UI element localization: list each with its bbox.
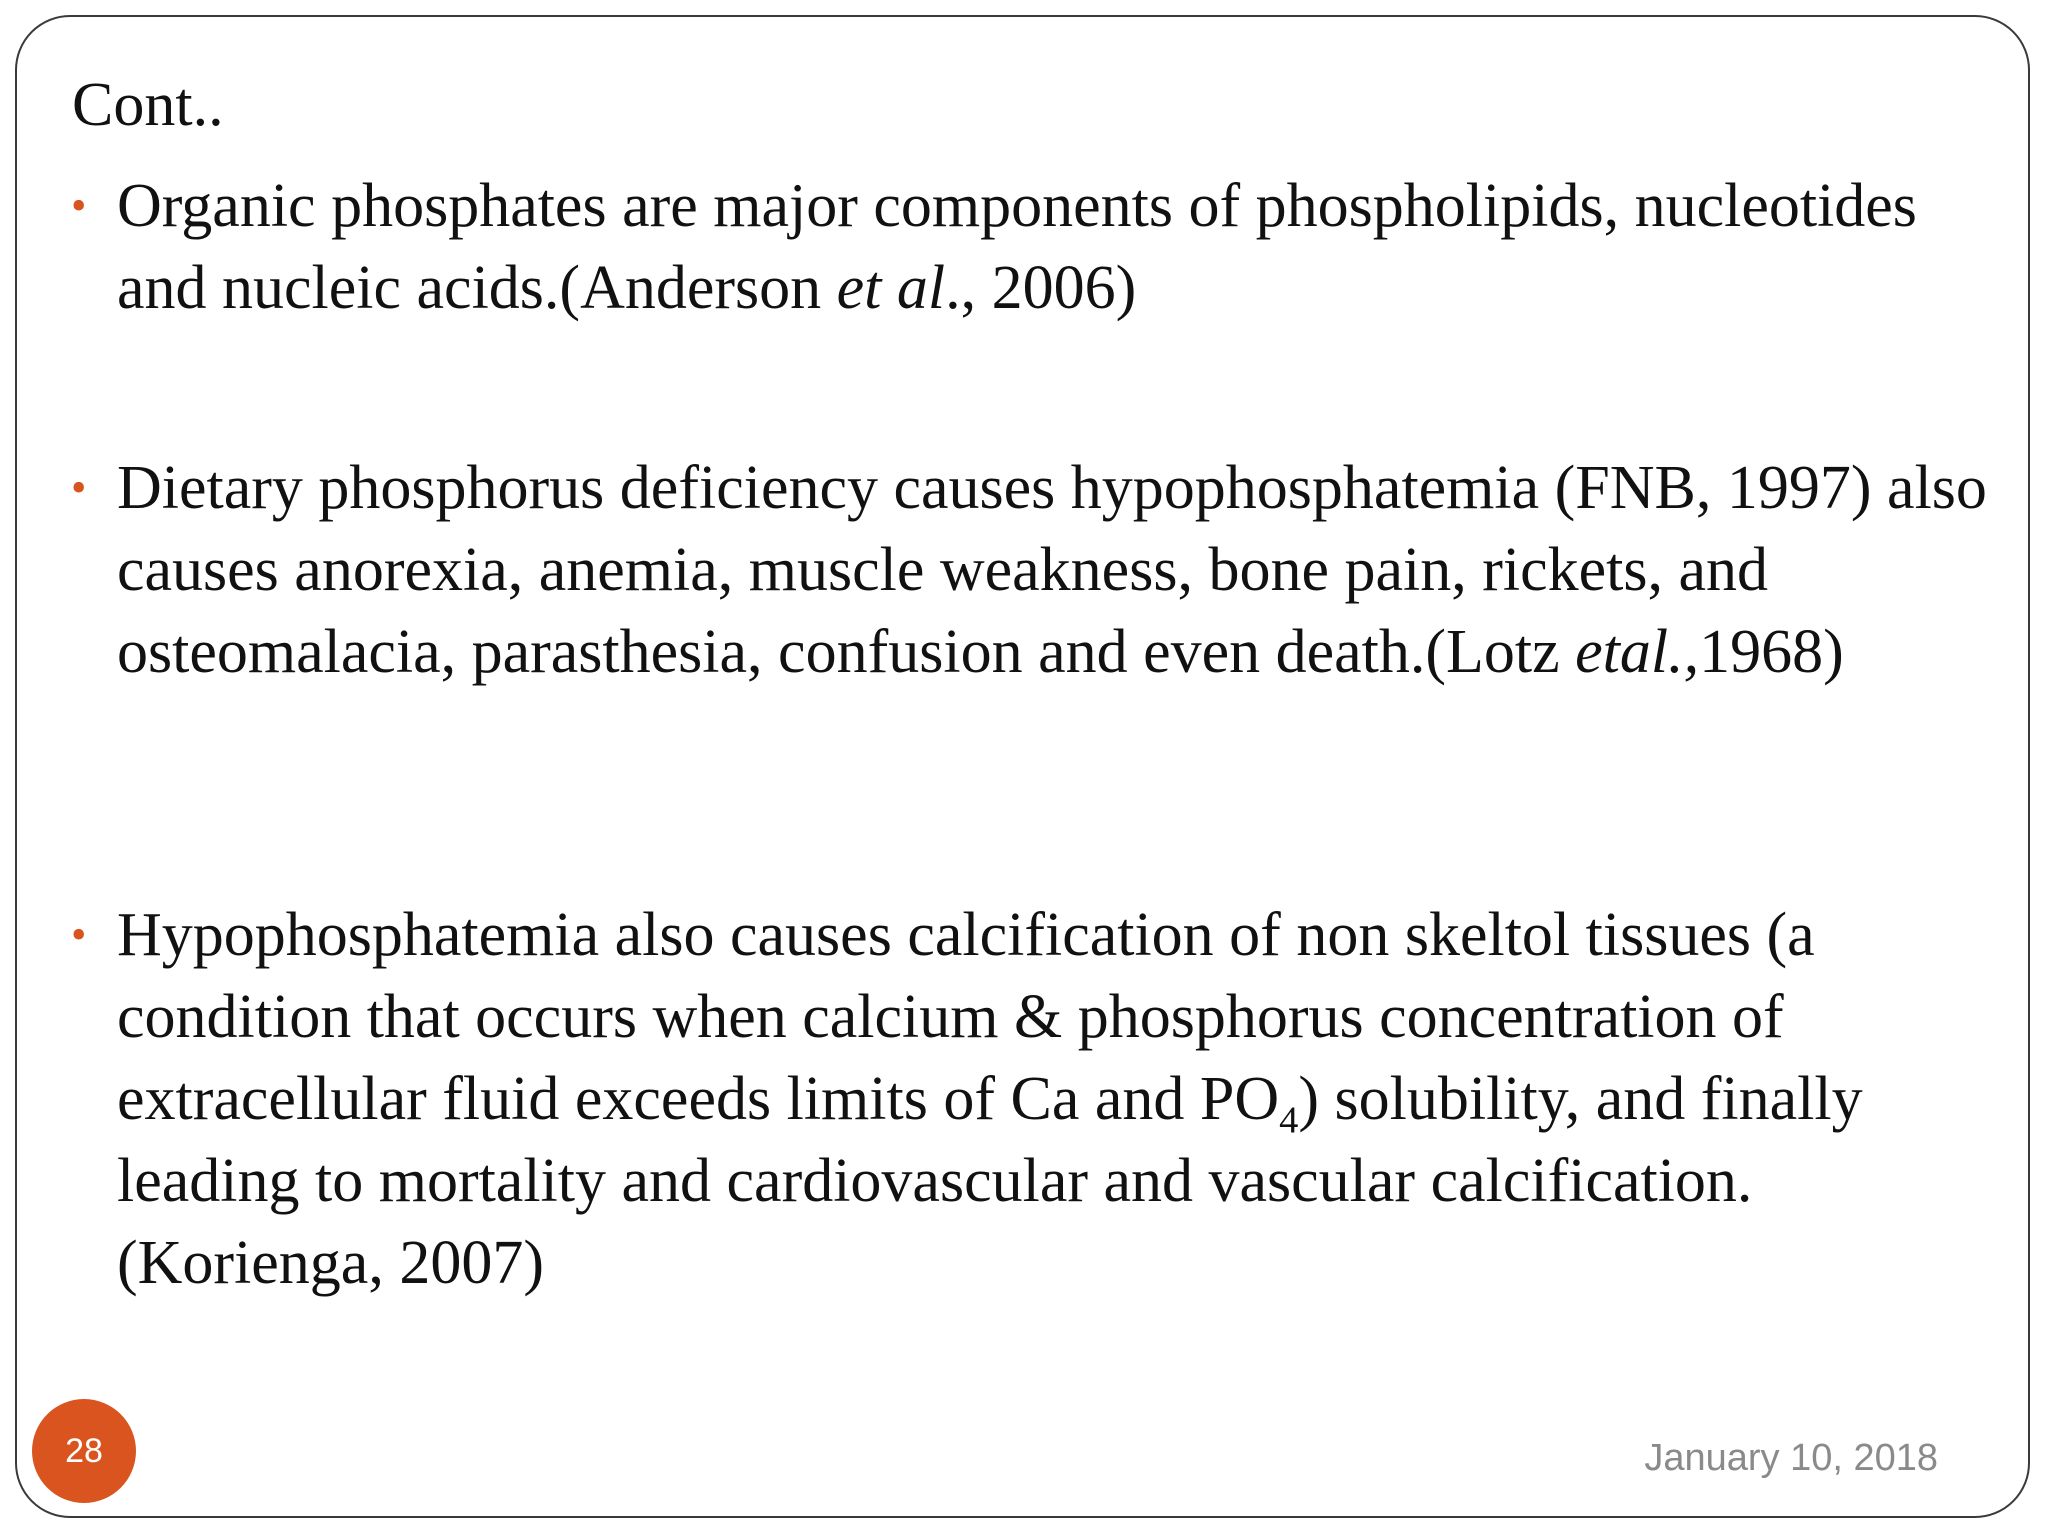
bullet-marker-icon: • — [71, 463, 87, 512]
bullet-text-tail: ., 2006) — [945, 254, 1137, 322]
subscript-4: 4 — [1279, 1099, 1299, 1142]
slide-frame — [15, 15, 2030, 1518]
bullet-text: Dietary phosphorus deficiency causes hypophosphatemia (FNB, 1997) also causes anorexia, anemia, muscle weakness, bone pain, rickets, and osteomalacia, parasthesia, confusion and even death.(Lotz — [117, 454, 1987, 686]
bullet-text: Hypophosphatemia also causes calcification of non skeltol tissues (a condition that occurs when calcium & phosphorus concentration of extracellular fluid exceeds limits of Ca and PO — [117, 901, 1815, 1133]
bullet-marker-icon: • — [71, 181, 87, 230]
bullet-item — [71, 447, 2017, 693]
bullet-text-tail: ) solubility, and finally leading to mortality and cardiovascular and vascular calcification.(Korienga, 2007) — [117, 1065, 1863, 1297]
bullet-citation-italic: etal., — [1575, 618, 1700, 686]
bullet-item — [71, 165, 2017, 329]
slide-date: January 10, 2018 — [1644, 1437, 1938, 1479]
bullet-text: Organic phosphates are major components of phospholipids, nucleotides and nucleic acids.(Anderson — [117, 172, 1917, 322]
bullet-item — [71, 894, 2017, 1304]
bullet-text-tail: 1968) — [1699, 618, 1844, 686]
slide-title: Cont.. — [72, 71, 224, 139]
page-number-badge: 28 — [32, 1399, 136, 1503]
bullet-marker-icon: • — [71, 910, 87, 959]
bullet-citation-italic: et al — [836, 254, 946, 322]
